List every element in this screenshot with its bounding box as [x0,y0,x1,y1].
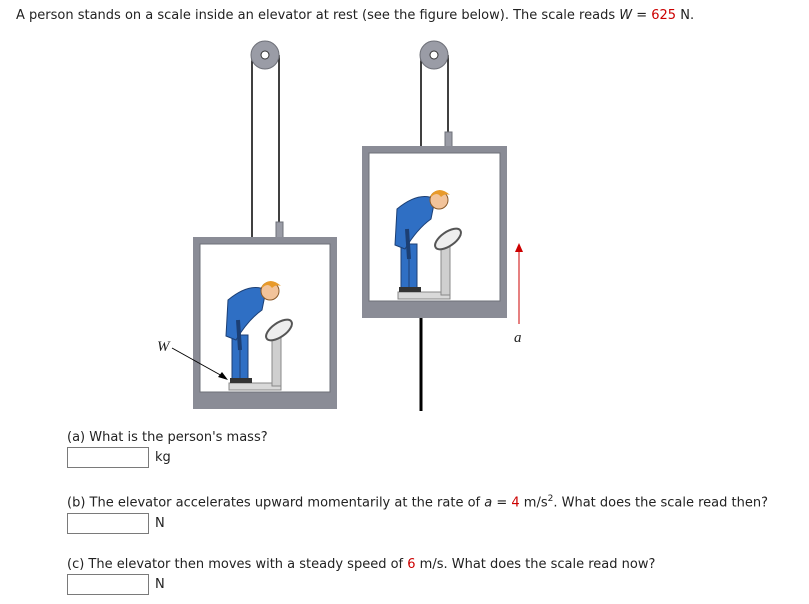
part-c-answer-input[interactable] [67,574,149,595]
acceleration-arrow [515,243,523,324]
intro-weight-value: 625 [651,8,677,23]
intro-equals: = [632,8,652,23]
part-a-answer-input[interactable] [67,447,149,468]
part-a-question: (a) What is the person's mass? [67,430,268,445]
part-c-speed-value: 6 [407,557,416,572]
part-c-question [67,557,655,572]
part-b-accel-variable: a [484,495,493,511]
part-a-unit: kg [155,450,171,465]
left-pulley [251,41,283,240]
part-b-accel-value: 4 [511,495,520,511]
part-b-answer-input[interactable] [67,513,149,534]
part-b-text-after: . What does the scale read then? [553,495,768,511]
intro-weight-variable: W [619,8,633,23]
part-b-equals: = [492,495,512,511]
part-b-exponent: 2 [547,494,554,504]
part-b-unit: N [155,516,165,531]
part-c-text-before: (c) The elevator then moves with a steady speed of [67,557,408,572]
part-b-accel-unit: m/s [519,495,548,511]
part-c-text-after: m/s. What does the scale read now? [415,557,656,572]
part-c-unit: N [155,577,165,592]
acceleration-label: a [514,330,522,346]
weight-label: W [157,339,170,355]
part-b-text-before: (b) The elevator accelerates upward momentarily at the rate of [67,495,485,511]
intro-text-after: N. [676,8,695,23]
part-b-question [67,494,768,510]
intro-text-before: A person stands on a scale inside an elevator at rest (see the figure below). The scale reads [16,8,620,23]
